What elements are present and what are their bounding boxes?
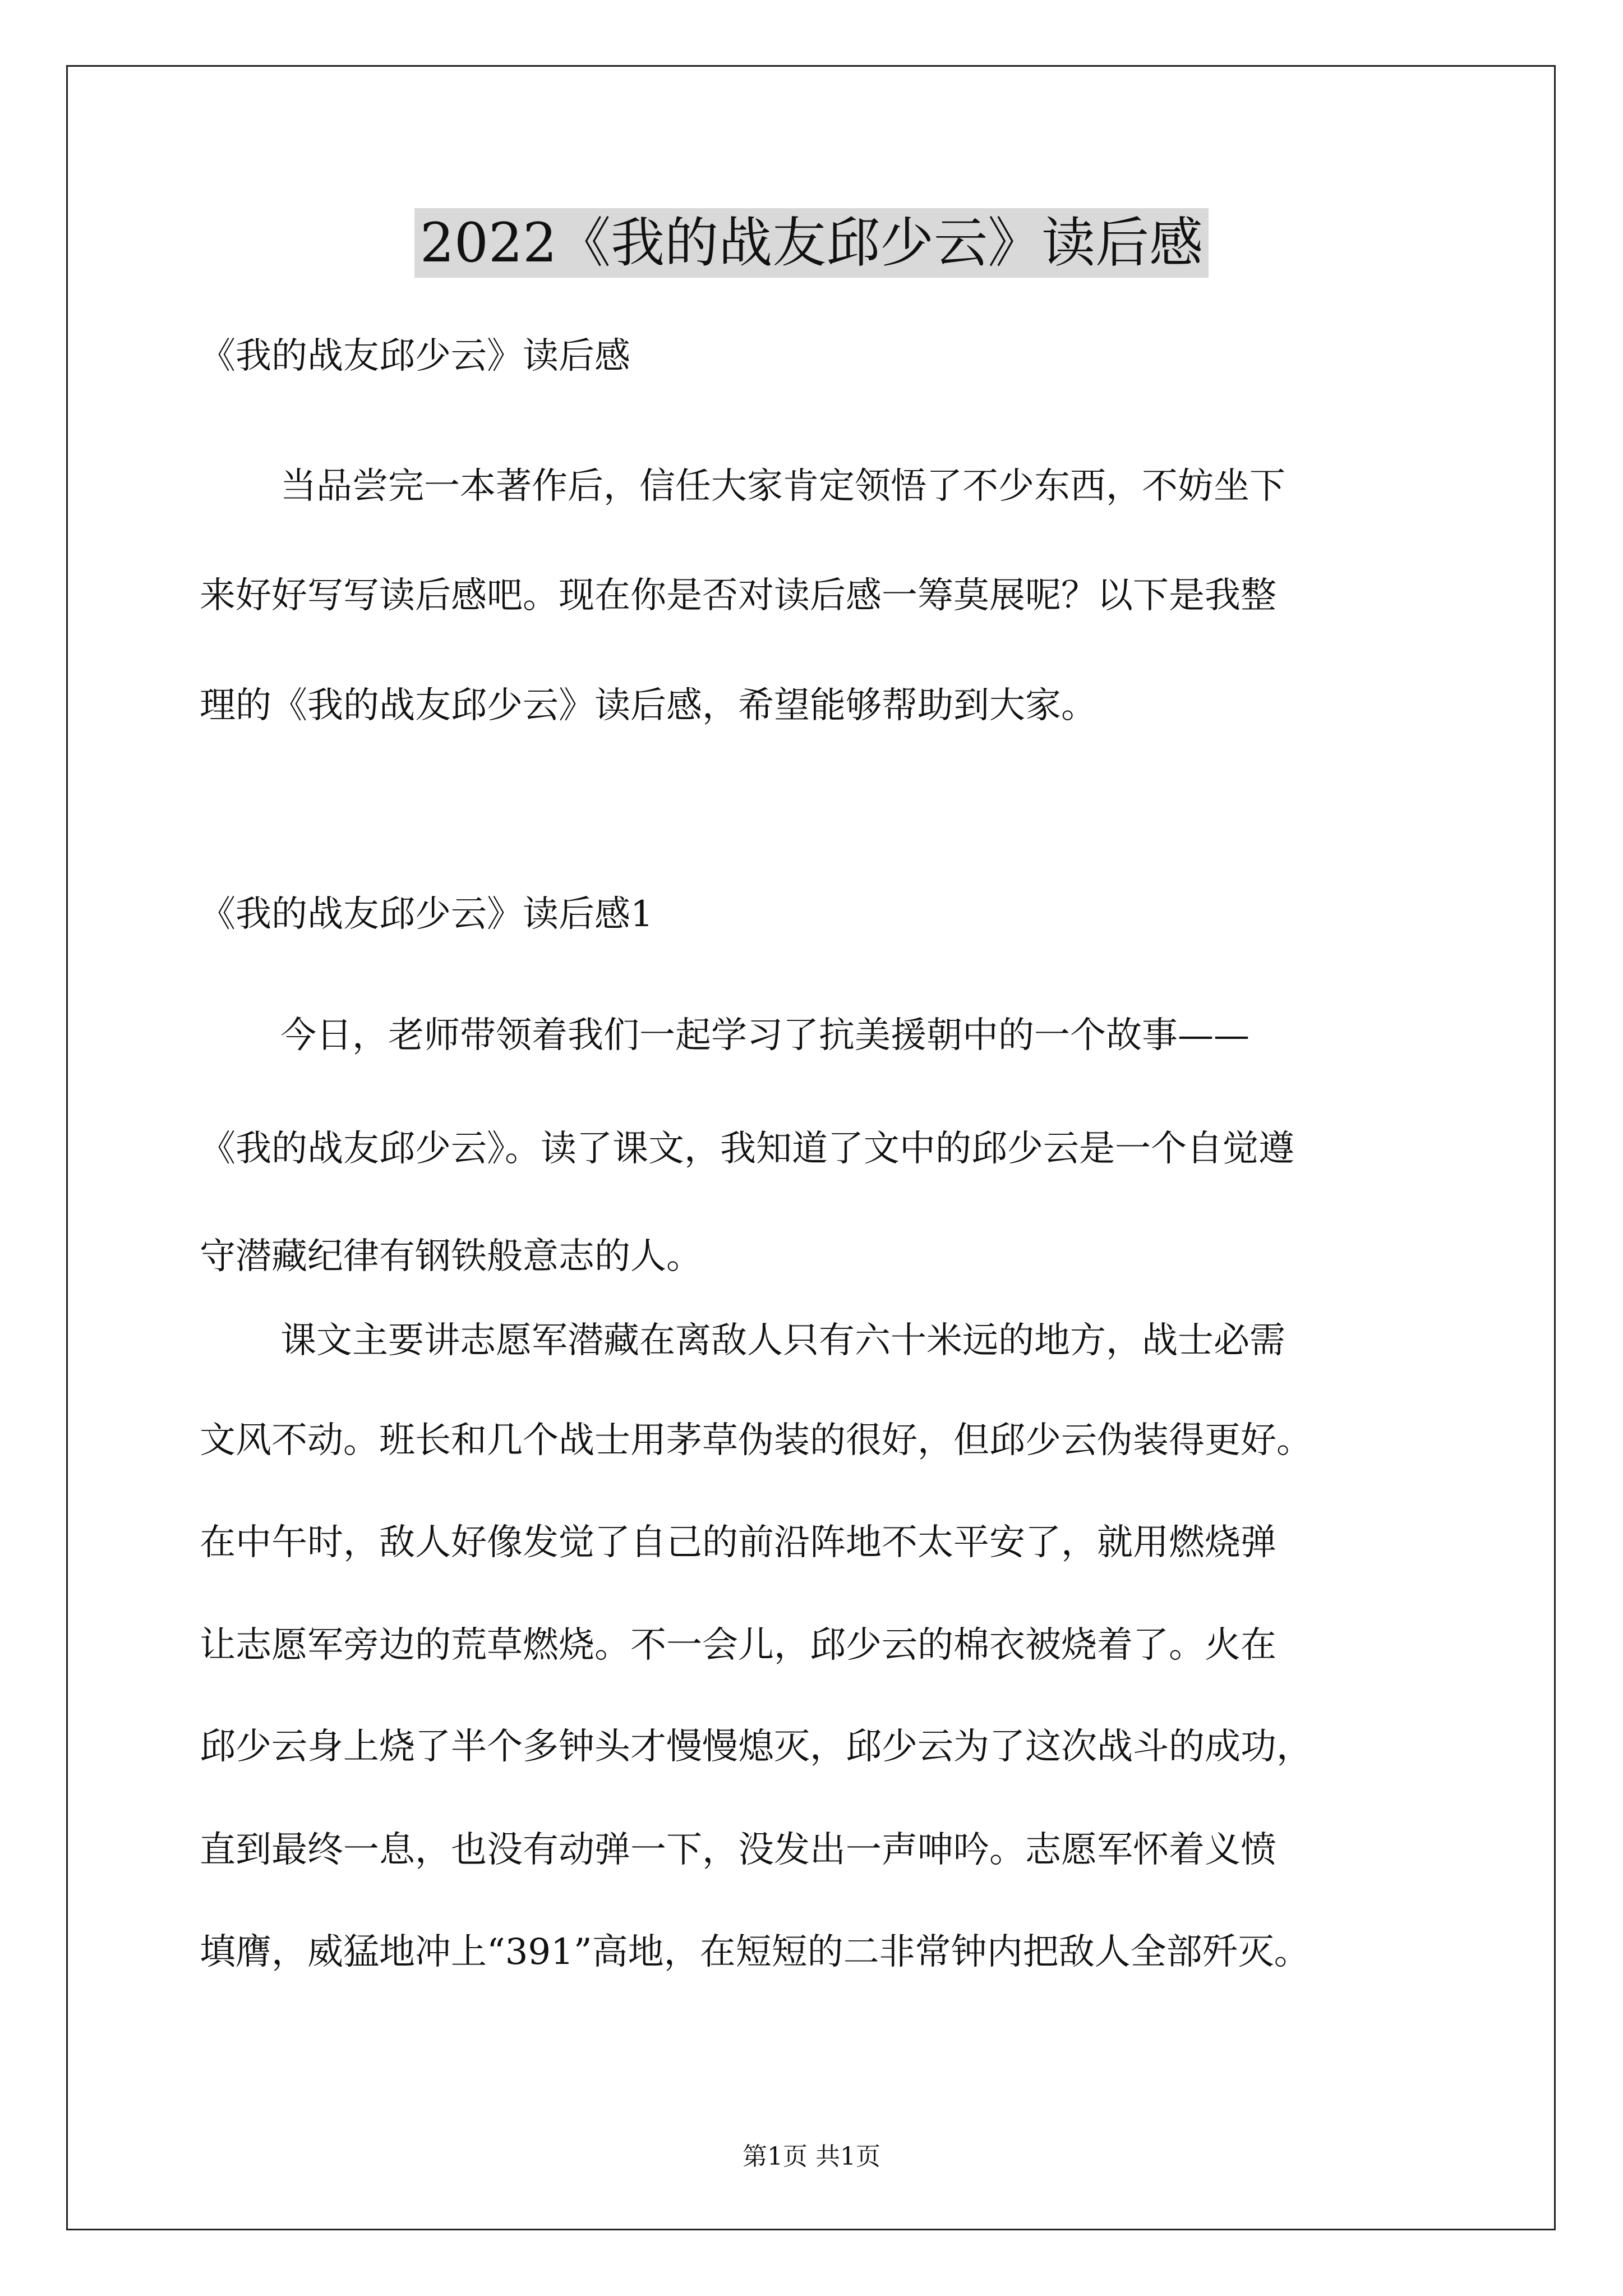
essay-paragraph-2-line-1: 课文主要讲志愿军潜藏在离敌人只有六十米远的地方，战士必需 [280,1320,1285,1361]
essay-paragraph-2-line-6: 直到最终一息，也没有动弹一下，没发出一声呻吟。志愿军怀着义愤 [200,1829,1276,1871]
intro-paragraph-line-3: 理的《我的战友邱少云》读后感，希望能够帮助到大家。 [200,685,1097,726]
intro-paragraph-line-1: 当品尝完一本著作后，信任大家肯定领悟了不少东西，不妨坐下 [280,466,1285,507]
section-heading-intro: 《我的战友邱少云》读后感 [200,335,630,377]
intro-paragraph-line-2: 来好好写写读后感吧。现在你是否对读后感一筹莫展呢？以下是我整 [200,575,1276,616]
essay-paragraph-2-line-4: 让志愿军旁边的荒草燃烧。不一会儿，邱少云的棉衣被烧着了。火在 [200,1625,1276,1666]
essay-paragraph-1-line-2: 《我的战友邱少云》。读了课文，我知道了文中的邱少云是一个自觉遵 [200,1128,1294,1170]
document-title [0,201,1623,285]
essay-paragraph-1-line-1: 今日，老师带领着我们一起学习了抗美援朝中的一个故事—— [280,1015,1249,1056]
essay-paragraph-2-line-3: 在中午时，敌人好像发觉了自己的前沿阵地不太平安了，就用燃烧弹 [200,1522,1276,1563]
essay-paragraph-1-line-3: 守潜藏纪律有钢铁般意志的人。 [200,1236,702,1277]
section-heading-1: 《我的战友邱少云》读后感1 [200,894,653,935]
essay-paragraph-2-line-7: 填膺，威猛地冲上“391”高地，在短短的二非常钟内把敌人全部歼灭。 [200,1931,1310,1973]
page-footer: 第1页 共1页 [743,2142,880,2171]
essay-paragraph-2-line-5: 邱少云身上烧了半个多钟头才慢慢熄灭，邱少云为了这次战斗的成功， [200,1726,1312,1768]
essay-paragraph-2-line-2: 文风不动。班长和几个战士用茅草伪装的很好，但邱少云伪装得更好。 [200,1420,1312,1461]
document-title-text: 2022《我的战友邱少云》读后感 [414,208,1209,278]
